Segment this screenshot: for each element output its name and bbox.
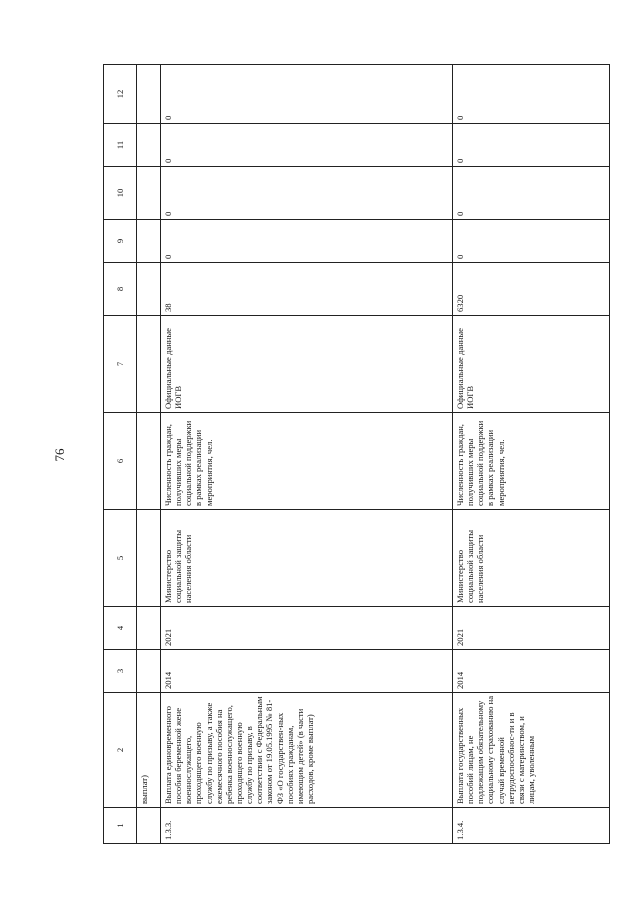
col-header-8: 8	[104, 263, 137, 316]
start-year: 2014	[161, 650, 453, 693]
value-col12: 0	[453, 65, 610, 124]
column-number-row	[104, 65, 137, 844]
col-header-7: 7	[104, 316, 137, 413]
cell	[137, 607, 161, 650]
measures-table	[103, 64, 610, 844]
end-year: 2021	[161, 607, 453, 650]
cell	[137, 263, 161, 316]
col-header-6: 6	[104, 413, 137, 510]
col-header-4: 4	[104, 607, 137, 650]
col-header-10: 10	[104, 167, 137, 220]
end-year: 2021	[453, 607, 610, 650]
value-col12: 0	[161, 65, 453, 124]
table-row	[453, 65, 610, 844]
executor: Министерство социальной защиты населения области	[453, 510, 610, 607]
cell	[137, 220, 161, 263]
col-header-12: 12	[104, 65, 137, 124]
cell	[137, 808, 161, 844]
cell	[137, 413, 161, 510]
data-source: Официальные данные ИОГВ	[161, 316, 453, 413]
continuation-row	[137, 65, 161, 844]
cell	[137, 316, 161, 413]
col-header-9: 9	[104, 220, 137, 263]
value-col9: 0	[161, 220, 453, 263]
value-col10: 0	[161, 167, 453, 220]
cell	[137, 65, 161, 124]
continuation-text: выплат)	[137, 693, 161, 808]
measure-name: Выплата единовременного пособия беременной жене военнослужащего, проходящего военную службу по призыву, а также ежемесячного пособия на ребенка военнослужащего, проходящего военную службу по призыву, в соответствии с Федеральным законом от 19.05.1995 № 81-ФЗ «О государствен-ных пособиях гражданам, имеющим детей» (в части расходов, кроме выплат)	[161, 693, 453, 808]
executor: Министерство социальной защиты населения области	[161, 510, 453, 607]
indicator: Численность граждан, получивших меры социальной поддержки в рамках реализации мероприятия, чел.	[453, 413, 610, 510]
value-col11: 0	[453, 124, 610, 167]
cell	[137, 510, 161, 607]
row-number: 1.3.3.	[161, 808, 453, 844]
cell	[137, 124, 161, 167]
cell	[137, 167, 161, 220]
col-header-3: 3	[104, 650, 137, 693]
indicator: Численность граждан, получивших меры социальной поддержки в рамках реализации мероприятия, чел.	[161, 413, 453, 510]
table-row	[161, 65, 453, 844]
rotated-table-container	[103, 65, 599, 844]
data-source: Официальные данные ИОГВ	[453, 316, 610, 413]
row-number: 1.3.4.	[453, 808, 610, 844]
start-year: 2014	[453, 650, 610, 693]
value-col8: 6320	[453, 263, 610, 316]
col-header-1: 1	[104, 808, 137, 844]
col-header-2: 2	[104, 693, 137, 808]
cell	[137, 650, 161, 693]
value-col11: 0	[161, 124, 453, 167]
page-number: 76	[52, 448, 67, 462]
measure-name: Выплата государственных пособий лицам, не подлежащим обязательному социальному страхованию на случай временной нетрудоспособнос-ти и в связи с материнством, и лицам, уволенным	[453, 693, 610, 808]
col-header-5: 5	[104, 510, 137, 607]
value-col8: 38	[161, 263, 453, 316]
col-header-11: 11	[104, 124, 137, 167]
value-col9: 0	[453, 220, 610, 263]
value-col10: 0	[453, 167, 610, 220]
